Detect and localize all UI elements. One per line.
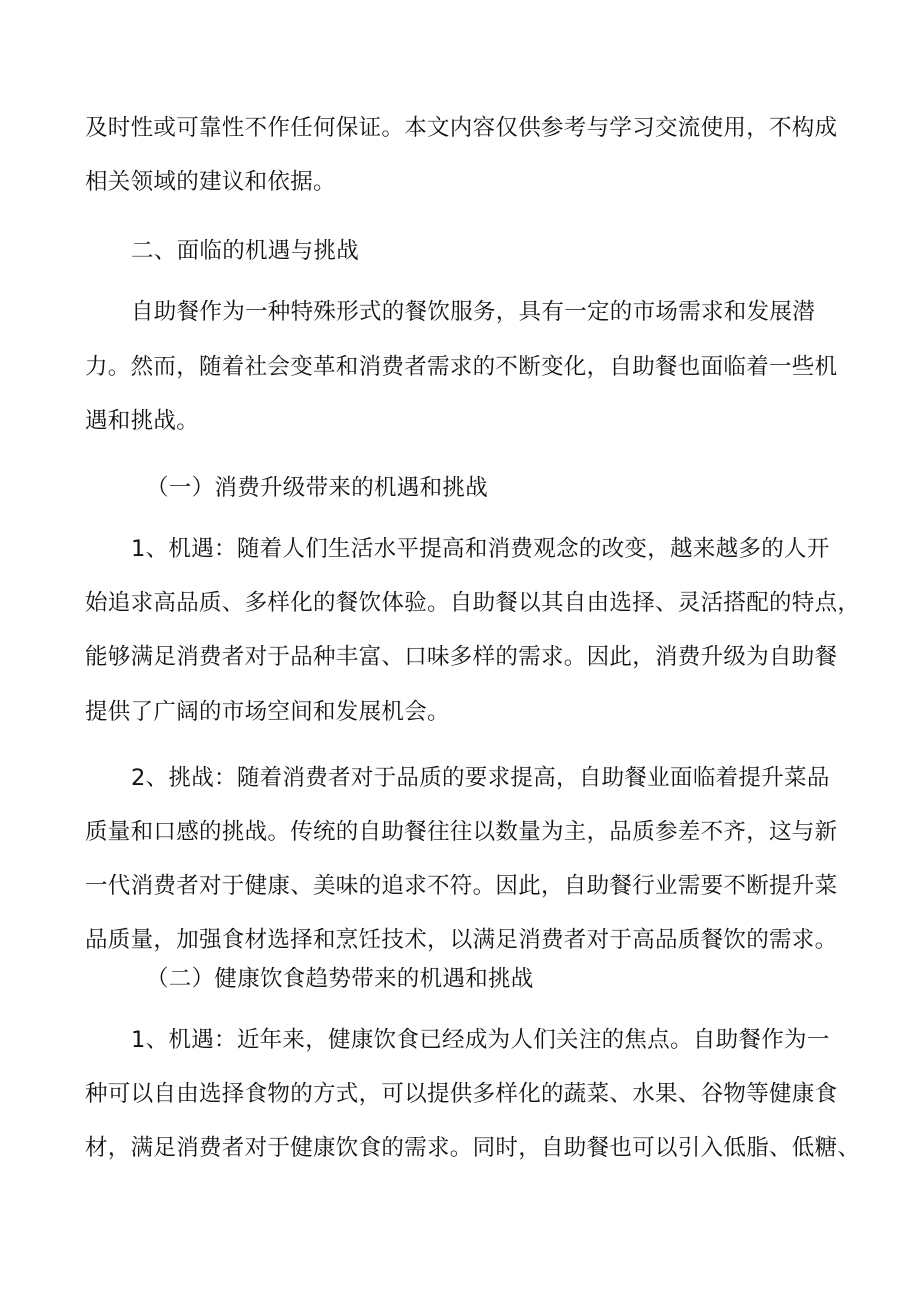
body-text-line: 材，满足消费者对于健康饮食的需求。同时，自助餐也可以引入低脂、低糖、 xyxy=(85,1135,861,1161)
subsection-heading: （二）健康饮食趋势带来的机遇和挑战 xyxy=(146,966,534,992)
subsection-heading: （一）消费升级带来的机遇和挑战 xyxy=(146,475,489,501)
body-text-line: 2、挑战：随着消费者对于品质的要求提高，自助餐业面临着提升菜品 xyxy=(131,765,830,791)
body-text-line: 力。然而，随着社会变革和消费者需求的不断变化，自助餐也面临着一些机 xyxy=(85,354,838,380)
body-text-line: 1、机遇：随着人们生活水平提高和消费观念的改变，越来越多的人开 xyxy=(131,536,830,562)
body-text-line: 始追求高品质、多样化的餐饮体验。自助餐以其自由选择、灵活搭配的特点， xyxy=(85,590,861,616)
body-text-line: 质量和口感的挑战。传统的自助餐往往以数量为主，品质参差不齐，这与新 xyxy=(85,819,838,845)
body-text-line: 种可以自由选择食物的方式，可以提供多样化的蔬菜、水果、谷物等健康食 xyxy=(85,1081,838,1107)
body-text-line: 及时性或可靠性不作任何保证。本文内容仅供参考与学习交流使用，不构成 xyxy=(85,115,838,141)
body-text-line: 提供了广阔的市场空间和发展机会。 xyxy=(85,699,450,725)
body-text-line: 自助餐作为一种特殊形式的餐饮服务，具有一定的市场需求和发展潜 xyxy=(131,299,816,325)
body-text-line: 能够满足消费者对于品种丰富、口味多样的需求。因此，消费升级为自助餐 xyxy=(85,644,838,670)
body-text-line: 1、机遇：近年来，健康饮食已经成为人们关注的焦点。自助餐作为一 xyxy=(131,1027,830,1053)
body-text-line: 品质量，加强食材选择和烹饪技术，以满足消费者对于高品质餐饮的需求。 xyxy=(85,927,838,953)
body-text-line: 遇和挑战。 xyxy=(85,408,200,434)
body-text-line: 相关领域的建议和依据。 xyxy=(85,169,336,195)
section-heading: 二、面临的机遇与挑战 xyxy=(131,238,360,264)
body-text-line: 一代消费者对于健康、美味的追求不符。因此，自助餐行业需要不断提升菜 xyxy=(85,873,838,899)
